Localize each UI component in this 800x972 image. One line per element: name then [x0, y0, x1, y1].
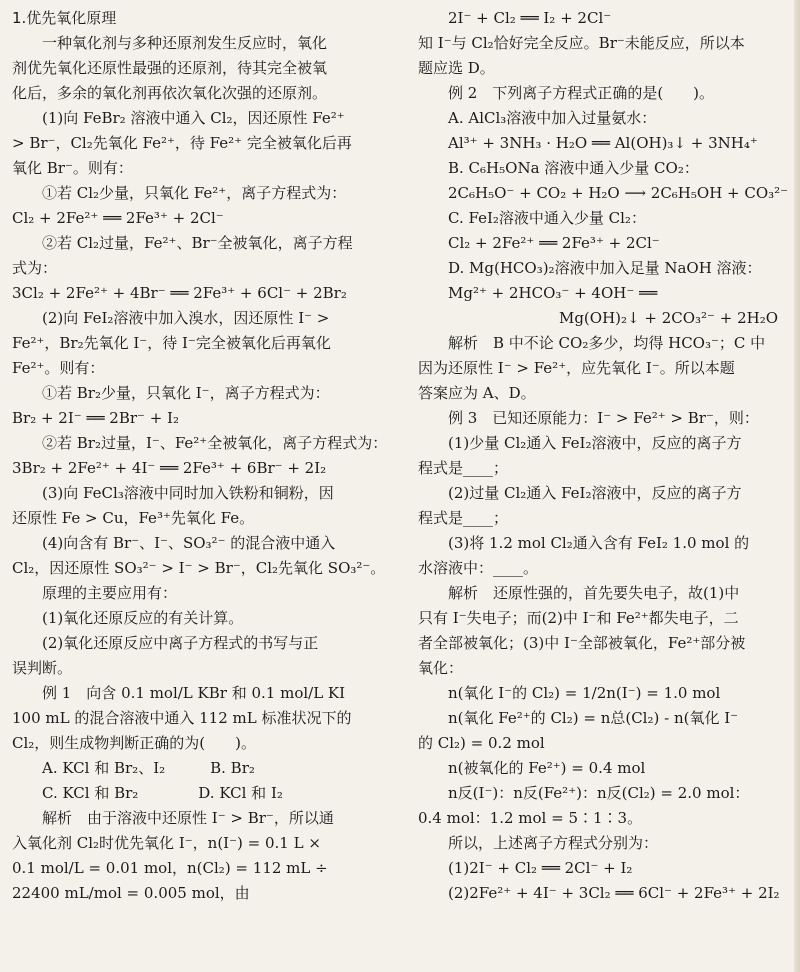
right-column-line: (2)2Fe²⁺ + 4I⁻ + 3Cl₂ ══ 6Cl⁻ + 2Fe³⁺ + 2I₂ [448, 884, 780, 902]
right-column-line: 例 3 已知还原能力：I⁻ > Fe²⁺ > Br⁻，则： [448, 409, 759, 427]
left-column-line: (4)向含有 Br⁻、I⁻、SO₃²⁻ 的混合液中通入 [42, 534, 336, 552]
right-column-line: 题应选 D。 [418, 59, 495, 77]
left-column [12, 6, 394, 906]
right-column-line: n(被氧化的 Fe²⁺) = 0.4 mol [448, 759, 646, 777]
left-column-line: 解析 由于溶液中还原性 I⁻ > Br⁻，所以通 [42, 809, 334, 827]
left-column-line: (2)向 FeI₂溶液中加入溴水，因还原性 I⁻ > [42, 309, 330, 327]
right-column-line: 因为还原性 I⁻ > Fe²⁺，应先氧化 I⁻。所以本题 [418, 359, 735, 377]
left-column-line: C. KCl 和 Br₂ D. KCl 和 I₂ [42, 784, 283, 802]
right-column-line: 只有 I⁻失电子；而(2)中 I⁻和 Fe²⁺都失电子，二 [418, 609, 739, 627]
left-column-line: ①若 Cl₂少量，只氧化 Fe²⁺，离子方程式为： [42, 184, 347, 202]
left-column-line: 误判断。 [12, 659, 73, 677]
right-column-line: 氧化： [418, 659, 464, 677]
left-column-line: 3Cl₂ + 2Fe²⁺ + 4Br⁻ ══ 2Fe³⁺ + 6Cl⁻ + 2Br₂ [12, 284, 347, 302]
left-column-line: (1)向 FeBr₂ 溶液中通入 Cl₂，因还原性 Fe²⁺ [42, 109, 345, 127]
left-column-line: 100 mL 的混合溶液中通入 112 mL 标准状况下的 [12, 709, 352, 727]
left-column-line: 化后，多余的氧化剂再依次氧化次强的还原剂。 [12, 84, 328, 102]
right-column-line: Cl₂ + 2Fe²⁺ ══ 2Fe³⁺ + 2Cl⁻ [448, 234, 660, 252]
right-column-line: 者全部被氧化；(3)中 I⁻全部被氧化，Fe²⁺部分被 [418, 634, 746, 652]
left-column-line: 还原性 Fe > Cu，Fe³⁺先氧化 Fe。 [12, 509, 255, 527]
right-column-line: 程式是____； [418, 459, 509, 477]
left-column-line: 0.1 mol/L = 0.01 mol，n(Cl₂) = 112 mL ÷ [12, 859, 328, 877]
right-column-line: n(氧化 Fe²⁺的 Cl₂) = n总(Cl₂) - n(氧化 I⁻ [448, 709, 739, 727]
left-column-line: Cl₂ + 2Fe²⁺ ══ 2Fe³⁺ + 2Cl⁻ [12, 209, 224, 227]
right-column-line: D. Mg(HCO₃)₂溶液中加入足量 NaOH 溶液： [448, 259, 762, 277]
left-column-line: 一种氧化剂与多种还原剂发生反应时，氧化 [42, 34, 328, 52]
left-column-line: ①若 Br₂少量，只氧化 I⁻，离子方程式为： [42, 384, 330, 402]
left-column-line: Cl₂，因还原性 SO₃²⁻ > I⁻ > Br⁻，Cl₂先氧化 SO₃²⁻。 [12, 559, 386, 577]
left-column-line: A. KCl 和 Br₂、I₂ B. Br₂ [42, 759, 255, 777]
left-column-line: 3Br₂ + 2Fe²⁺ + 4I⁻ ══ 2Fe³⁺ + 6Br⁻ + 2I₂ [12, 459, 327, 477]
left-column-line: 氧化 Br⁻。则有： [12, 159, 133, 177]
right-column-line: 例 2 下列离子方程式正确的是( )。 [448, 84, 715, 102]
left-column-line: ②若 Cl₂过量，Fe²⁺、Br⁻全被氧化，离子方程 [42, 234, 353, 252]
left-column-line: 剂优先氧化还原性最强的还原剂，待其完全被氧 [12, 59, 328, 77]
right-column-line: B. C₆H₅ONa 溶液中通入少量 CO₂： [448, 159, 699, 177]
left-column-line: 1.优先氧化原理 [12, 9, 117, 27]
right-column-line: C. FeI₂溶液中通入少量 Cl₂： [448, 209, 646, 227]
right-column-line: Mg(OH)₂↓ + 2CO₃²⁻ + 2H₂O [558, 309, 778, 327]
right-column-line: 程式是____； [418, 509, 509, 527]
right-column-line: 解析 还原性强的，首先要失电子，故(1)中 [448, 584, 740, 602]
right-column-line: n(氧化 I⁻的 Cl₂) = 1/2n(I⁻) = 1.0 mol [448, 684, 721, 702]
left-column-line: (1)氧化还原反应的有关计算。 [42, 609, 244, 627]
right-column-line: 所以，上述离子方程式分别为： [448, 834, 659, 852]
left-column-line: ②若 Br₂过量，I⁻、Fe²⁺全被氧化，离子方程式为： [42, 434, 388, 452]
left-column-line: (2)氧化还原反应中离子方程式的书写与正 [42, 634, 319, 652]
right-column-line: 2C₆H₅O⁻ + CO₂ + H₂O ⟶ 2C₆H₅OH + CO₃²⁻ [448, 184, 789, 202]
right-column-line: 的 Cl₂) = 0.2 mol [418, 734, 545, 752]
right-column-line: (1)少量 Cl₂通入 FeI₂溶液中，反应的离子方 [448, 434, 742, 452]
page-edge [794, 0, 800, 972]
right-column-line: A. AlCl₃溶液中加入过量氨水： [448, 109, 657, 127]
left-column-line: Br₂ + 2I⁻ ══ 2Br⁻ + I₂ [12, 409, 179, 427]
left-column-line: 原理的主要应用有： [42, 584, 178, 602]
right-column-line: 答案应为 A、D。 [418, 384, 536, 402]
left-column-line: Fe²⁺，Br₂先氧化 I⁻，待 I⁻完全被氧化后再氧化 [12, 334, 331, 352]
left-column-line: Fe²⁺。则有： [12, 359, 105, 377]
left-column-line: 例 1 向含 0.1 mol/L KBr 和 0.1 mol/L KI [42, 684, 346, 702]
right-column-line: Al³⁺ + 3NH₃ · H₂O ══ Al(OH)₃↓ + 3NH₄⁺ [448, 134, 758, 152]
left-column-line: Cl₂，则生成物判断正确的为( )。 [12, 734, 256, 752]
right-column [418, 6, 788, 906]
left-column-line: (3)向 FeCl₃溶液中同时加入铁粉和铜粉，因 [42, 484, 334, 502]
right-column-line: (1)2I⁻ + Cl₂ ══ 2Cl⁻ + I₂ [448, 859, 633, 877]
right-column-line: 0.4 mol：1.2 mol = 5∶1∶3。 [418, 809, 643, 827]
right-column-line: 水溶液中：____。 [418, 559, 539, 577]
left-column-line: > Br⁻，Cl₂先氧化 Fe²⁺，待 Fe²⁺ 完全被氧化后再 [12, 134, 352, 152]
left-column-line: 22400 mL/mol = 0.005 mol，由 [12, 884, 250, 902]
right-column-line: 知 I⁻与 Cl₂恰好完全反应。Br⁻未能反应，所以本 [418, 34, 745, 52]
right-column-line: 2I⁻ + Cl₂ ══ I₂ + 2Cl⁻ [448, 9, 612, 27]
right-column-line: (2)过量 Cl₂通入 FeI₂溶液中，反应的离子方 [448, 484, 742, 502]
right-column-line: 解析 B 中不论 CO₂多少，均得 HCO₃⁻；C 中 [448, 334, 766, 352]
right-column-line: n反(I⁻)：n反(Fe²⁺)：n反(Cl₂) = 2.0 mol： [448, 784, 750, 802]
right-column-line: Mg²⁺ + 2HCO₃⁻ + 4OH⁻ ══ [448, 284, 658, 302]
left-column-line: 入氧化剂 Cl₂时优先氧化 I⁻，n(I⁻) = 0.1 L × [12, 834, 321, 852]
left-column-line: 式为： [12, 259, 58, 277]
right-column-line: (3)将 1.2 mol Cl₂通入含有 FeI₂ 1.0 mol 的 [448, 534, 750, 552]
